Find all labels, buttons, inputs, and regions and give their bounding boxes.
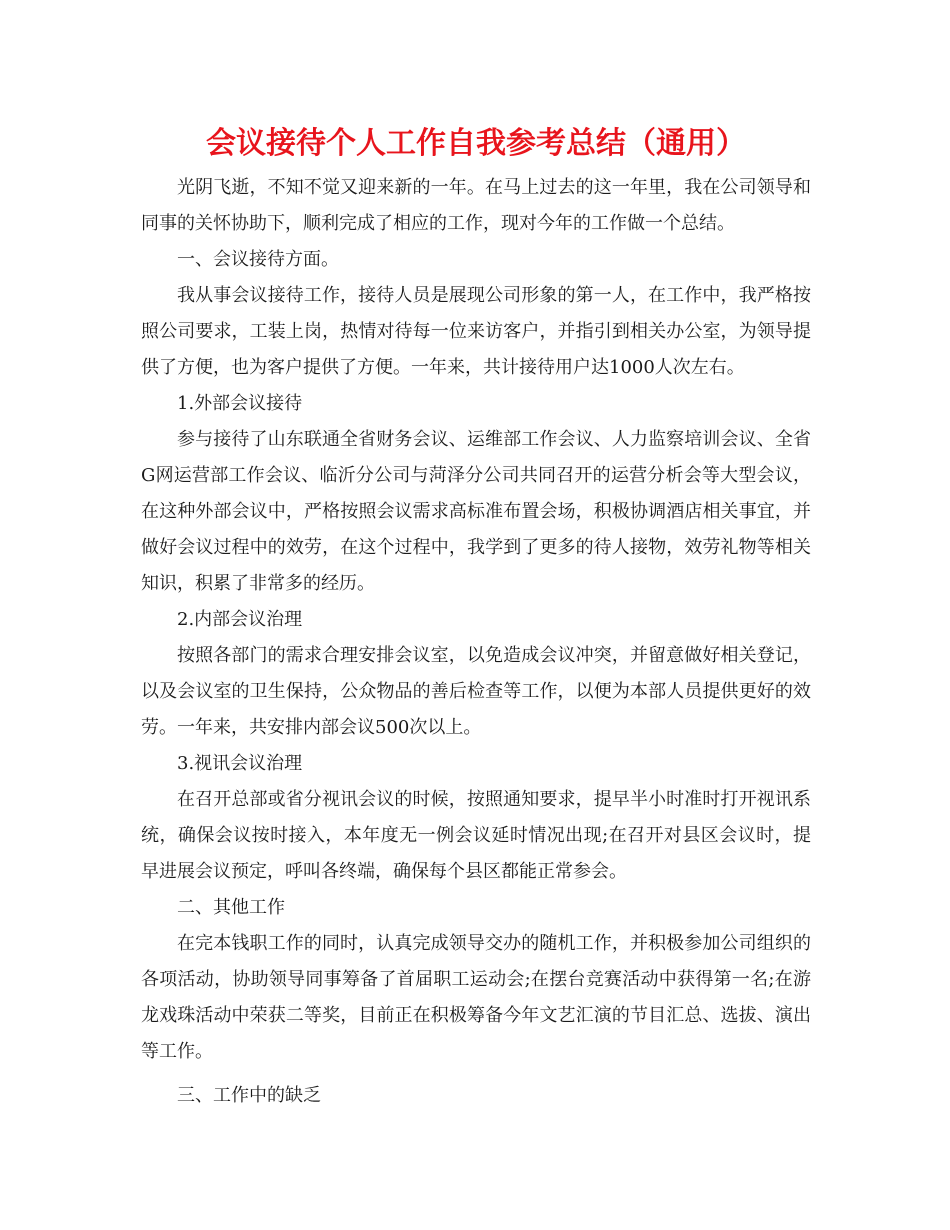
subsection3-heading: 3.视讯会议治理 <box>177 753 303 774</box>
subsection3-paragraph: 在召开总部或省分视讯会议的时候，按照通知要求，提早半小时准时打开视讯系统，确保会议按时接入，本年度无一例会议延时情况出现;在召开对县区会议时，提早进展会议预定，呼叫各终端，确保每个县区都能正常参会。 <box>141 789 811 882</box>
intro-paragraph: 光阴飞逝，不知不觉又迎来新的一年。在马上过去的这一年里，我在公司领导和同事的关怀协助下，顺利完成了相应的工作，现对今年的工作做一个总结。 <box>141 177 811 234</box>
subsection2-heading: 2.内部会议治理 <box>177 609 303 630</box>
section-gap <box>141 1070 811 1078</box>
section1-heading: 一、会议接待方面。 <box>177 249 339 270</box>
section1-paragraph: 我从事会议接待工作，接待人员是展现公司形象的第一人，在工作中，我严格按照公司要求，工装上岗，热情对待每一位来访客户，并指引到相关办公室，为领导提供了方便，也为客户提供了方便。一年来，共计接待用户达1000人次左右。 <box>141 285 811 378</box>
document-page <box>141 118 811 1114</box>
section2-heading: 二、其他工作 <box>177 897 285 918</box>
section2-paragraph: 在完本钱职工作的同时，认真完成领导交办的随机工作，并积极参加公司组织的各项活动，协助领导同事筹备了首届职工运动会;在摆台竞赛活动中获得第一名;在游龙戏珠活动中荣获二等奖，目前正在积极筹备今年文艺汇演的节目汇总、选拔、演出等工作。 <box>141 933 812 1062</box>
document-title: 会议接待个人工作自我参考总结（通用） <box>206 126 746 161</box>
subsection2-paragraph: 按照各部门的需求合理安排会议室，以免造成会议冲突，并留意做好相关登记，以及会议室的卫生保持，公众物品的善后检查等工作，以便为本部人员提供更好的效劳。一年来，共安排内部会议500次以上。 <box>141 645 811 738</box>
section3-heading: 三、工作中的缺乏 <box>177 1085 321 1106</box>
subsection1-heading: 1.外部会议接待 <box>177 393 303 414</box>
subsection1-paragraph: 参与接待了山东联通全省财务会议、运维部工作会议、人力监察培训会议、全省G网运营部工作会议、临沂分公司与菏泽分公司共同召开的运营分析会等大型会议，在这种外部会议中，严格按照会议需求高标准布置会场，积极协调酒店相关事宜，并做好会议过程中的效劳，在这个过程中，我学到了更多的待人接物，效劳礼物等相关知识，积累了非常多的经历。 <box>141 429 811 594</box>
